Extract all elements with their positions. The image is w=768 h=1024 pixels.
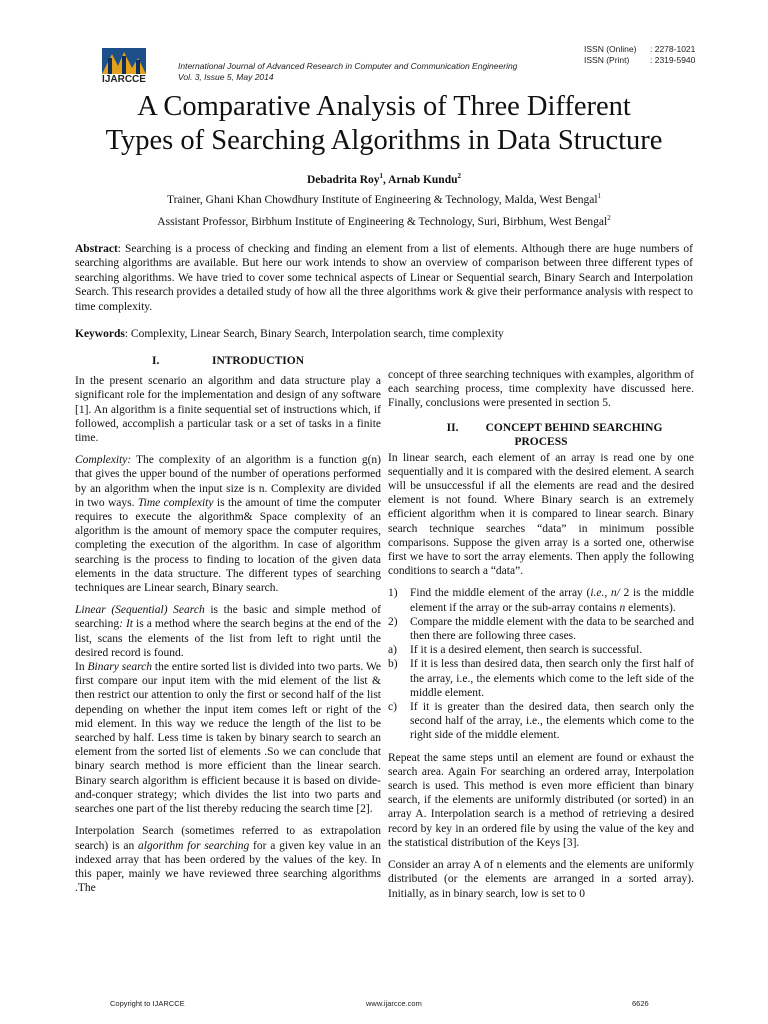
list-text: If it is greater than the desired data, then search only the second half of the array, i.e., the elements which come to the right side of the middle element. <box>410 701 694 742</box>
paper-title <box>0 90 768 158</box>
list-text: Compare the middle element with the data to be searched and then there are following three cases. <box>410 615 694 643</box>
right-column <box>388 368 694 909</box>
keywords-label: Keywords <box>75 328 125 340</box>
author-2-sup: 2 <box>457 172 461 181</box>
list-item <box>388 657 694 700</box>
issn-print-value: : 2319-5940 <box>650 55 696 65</box>
section-title-line-1: CONCEPT BEHIND SEARCHING <box>485 421 663 434</box>
list-text-part: elements). <box>625 601 676 614</box>
list-text-em: i.e., n/ <box>590 587 620 600</box>
intro-paragraph-binary <box>75 660 381 816</box>
footer-website[interactable]: www.ijarcce.com <box>366 999 422 1008</box>
term-it: : It <box>119 618 133 631</box>
logo-text: IJARCCE <box>102 74 146 85</box>
author-1-sup: 1 <box>379 172 384 181</box>
journal-name: International Journal of Advanced Research in Computer and Communication Engineering <box>178 61 518 71</box>
term-time-complexity: Time complexity <box>137 496 214 509</box>
para-text: is a method where the search begins at the end of the list, scans the elements of the list from left to right until the desired record is found. <box>75 618 381 659</box>
intro-paragraph-continued: concept of three searching techniques with examples, algorithm of each searching process, time complexity have discussed here. Finally, conclusions were presented in section 5. <box>388 369 694 410</box>
section-number: II. <box>446 421 459 434</box>
footer-page-number: 6626 <box>632 999 649 1008</box>
list-text-em: n <box>619 601 626 614</box>
term-linear-search: Linear (Sequential) Search <box>75 604 205 617</box>
intro-paragraph-1: In the present scenario an algorithm and data structure play a significant role for the implementation and design of any software [1]. An algorithm is a finite sequential set of instructions which, if followed, accomplish a particular task or a set of tasks in a finite time. <box>75 375 381 445</box>
issn-online-label: ISSN (Online) <box>584 44 637 54</box>
para-text: is the amount of time the computer requires to execute the algorithm& Space complexity of an algorithm is the amount of memory space the computer requires, completing the execution of the algorithm. In case of algorithm searching is the process to finding to location of the given data elements in the data structure. The different types of searching techniques are Linear search, Binary search. <box>75 496 381 595</box>
abstract-text: : Searching is a process of checking and finding an element from a list of elements. Although there are huge numbers of searching algorithms are available. But here our work intends to show an overview of comparison between three different types of searching algorithms. We have tried to cover some technical aspects of Linear or Sequential search, Binary Search and Interpolation Search. This research provides a detailed study of how all the three algorithms work & give their performance analysis with respect to time complexity. <box>75 243 693 313</box>
issn-online-value: : 2278-1021 <box>650 44 696 54</box>
concept-paragraph-3: Consider an array A of n elements and the elements are uniformly distributed (or the elements are arranged in a sorted array). Initially, as in binary search, low is set to 0 <box>388 859 694 900</box>
author-2: Arnab Kundu <box>388 174 458 186</box>
abstract-label: Abstract <box>75 243 118 255</box>
para-text: Interpolation Search (sometimes referred to as extrapolation search) is an <box>75 825 381 852</box>
para-text: the entire sorted list is divided into two parts. We first compare our input item with the mid element of the list & then restrict our attention to only the first or second half of the list depending on whether the input item comes left or right of the mid element. In this way we reduce the length of the list to be searched by half. Less time is taken by binary search to search an element from the sorted list of elements .So we can conclude that binary search method is more efficient than the linear search. Binary search algorithm is efficient because it is based on divide-and-conquer strategy; which divides the list into two parts and searches one part of the list thereby reducing the search time [2]. <box>75 661 381 816</box>
para-text: is the basic and simple method of searching <box>75 604 381 631</box>
footer-copyright: Copyright to IJARCCE <box>110 999 185 1008</box>
abstract <box>75 242 693 314</box>
keywords <box>75 328 693 340</box>
section-heading-introduction <box>75 354 381 368</box>
affiliation-2-text: Assistant Professor, Birbhum Institute of Engineering & Technology, Suri, Birbhum, West Bengal <box>157 216 608 228</box>
section-title: INTRODUCTION <box>211 355 304 367</box>
affiliation-1-text: Trainer, Ghani Khan Chowdhury Institute of Engineering & Technology, Malda, West Bengal <box>166 194 598 206</box>
left-column <box>75 352 381 903</box>
affiliation-1-sup: 1 <box>597 192 602 201</box>
intro-paragraph-interpolation <box>75 824 381 895</box>
list-item <box>388 700 694 743</box>
list-text-part: Find the middle element of the array ( <box>410 587 591 600</box>
list-text: If it is a desired element, then search is successful. <box>410 644 643 657</box>
issn-print-label: ISSN (Print) <box>584 55 630 65</box>
intro-paragraph-complexity <box>75 453 381 595</box>
issn-block <box>584 44 695 66</box>
list-marker: a) <box>388 644 397 657</box>
list-marker: b) <box>388 658 398 671</box>
list-item <box>388 643 694 657</box>
title-line-1: A Comparative Analysis of Three Different <box>137 91 631 122</box>
term-complexity: Complexity: <box>75 454 132 467</box>
binary-search-steps <box>388 586 694 742</box>
intro-paragraph-linear <box>75 603 381 660</box>
para-text: The complexity of an algorithm is a function g(n) that gives the upper bound of the number of operations performed by an algorithm when the input size is n. Complexity are divided in two ways. <box>75 454 381 509</box>
authors <box>0 174 768 186</box>
title-line-2: Types of Searching Algorithms in Data Structure <box>105 125 663 156</box>
author-sep: , <box>383 174 389 186</box>
list-marker: 2) <box>388 615 398 628</box>
list-marker: c) <box>388 701 397 714</box>
list-item <box>388 615 694 643</box>
journal-volume: Vol. 3, Issue 5, May 2014 <box>178 72 274 82</box>
affiliation-2 <box>0 216 768 228</box>
list-text-part: 2 is the middle element if the array or the sub-array contains <box>410 587 694 614</box>
section-heading-concept <box>388 421 694 449</box>
concept-paragraph-1: In linear search, each element of an array is read one by one sequentially and it is compared with the desired element. A search will be unsuccessful if all the elements are read and the desired element is not found. Where Binary search is an extremely efficient algorithm when it is compared to linear search. Binary search technique searches “data” in minimum possible comparisons. Suppose the given array is a sorted one, otherwise first we have to sort the array elements. Then apply the following conditions to search a “data”. <box>388 451 694 578</box>
author-1: Debadrita Roy <box>307 174 380 186</box>
journal-info <box>178 61 517 83</box>
para-text: In <box>75 661 88 674</box>
term-binary-search: Binary search <box>87 661 152 674</box>
concept-paragraph-2: Repeat the same steps until an element are found or exhaust the search area. Again For searching an ordered array, Interpolation search is used. This method is even more efficient than binary search, if the elements are uniformly distributed (or sorted) in an array A. Interpolation search is a method of retrieving a desired record by key in an ordered file by using the value of the key and the statistical distribution of the Keys [3]. <box>388 751 694 849</box>
para-text: for a given key value in an indexed array that has been ordered by the values of the key. In this paper, mainly we have reviewed three searching algorithms .The <box>75 839 381 895</box>
list-text <box>410 586 694 614</box>
list-item <box>388 586 694 614</box>
list-marker: 1) <box>388 587 398 600</box>
term-algorithm-for-searching: algorithm for searching <box>138 839 250 852</box>
affiliation-1 <box>0 194 768 206</box>
affiliation-2-sup: 2 <box>607 214 611 223</box>
keywords-text: : Complexity, Linear Search, Binary Search, Interpolation search, time complexity <box>124 328 504 340</box>
list-text: If it is less than desired data, then search only the first half of the array, i.e., the elements which come to the left side of the middle element. <box>410 658 694 699</box>
section-title-line-2: PROCESS <box>514 435 568 448</box>
section-number: I. <box>151 355 160 367</box>
